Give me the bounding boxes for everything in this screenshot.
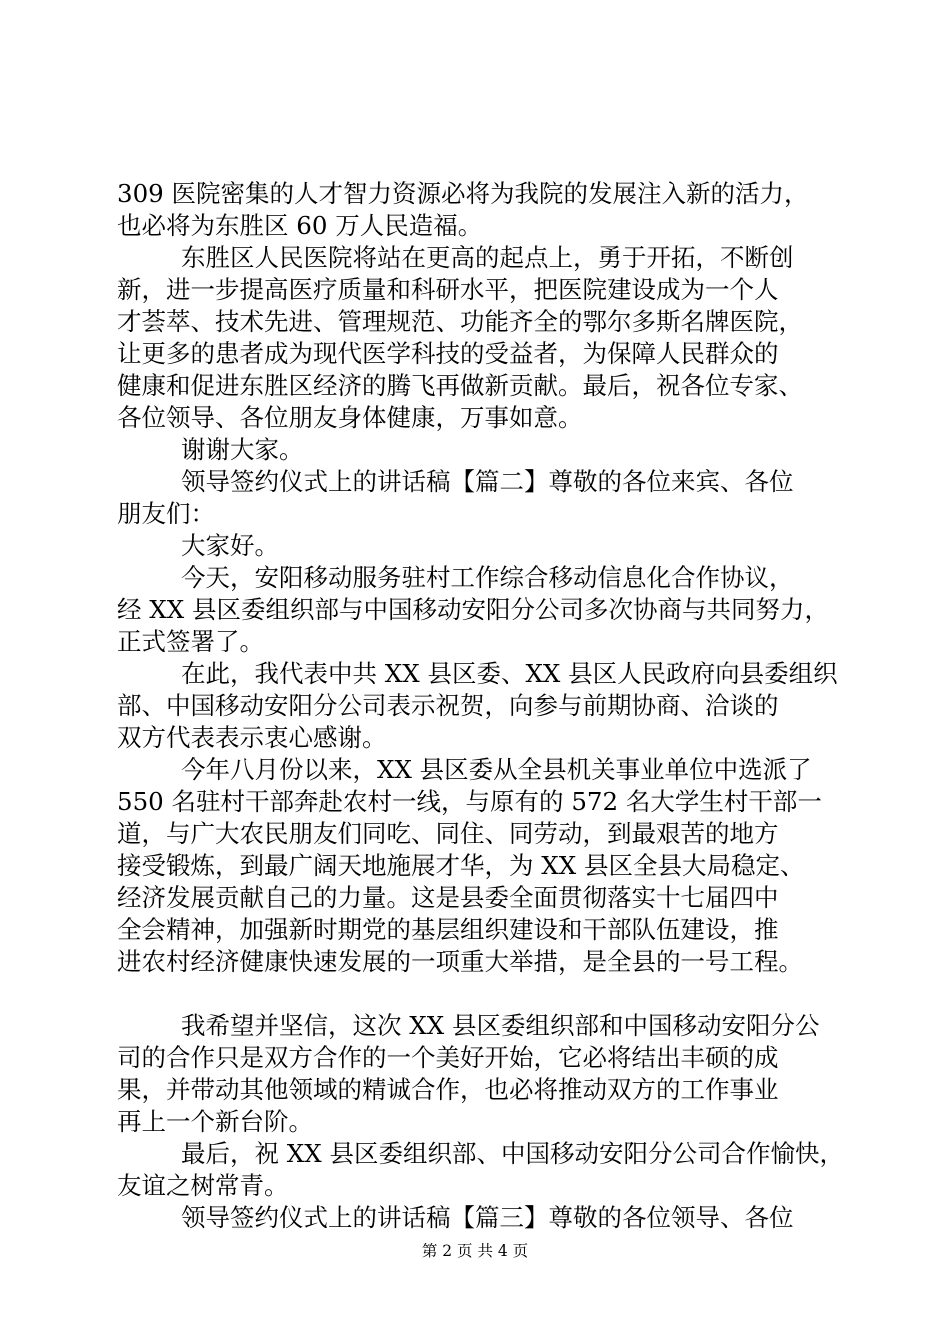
text-line: 接受锻炼，到最广阔天地施展才华，为 XX 县区全县大局稳定、 (117, 851, 805, 880)
paragraph-first-line: 谢谢大家。 (181, 435, 304, 464)
text-line: 也必将为东胜区 60 万人民造福。 (117, 211, 483, 240)
text-line: 经济发展贡献自己的力量。这是县委全面贯彻落实十七届四中 (117, 883, 779, 912)
text-line: 让更多的患者成为现代医学科技的受益者，为保障人民群众的 (117, 339, 779, 368)
text-line: 全会精神，加强新时期党的基层组织建设和干部队伍建设，推 (117, 915, 779, 944)
paragraph-first-line: 东胜区人民医院将站在更高的起点上，勇于开拓，不断创 (181, 243, 794, 272)
section-heading-line: 领导签约仪式上的讲话稿【篇二】尊敬的各位来宾、各位 (181, 467, 794, 496)
text-line: 才荟萃、技术先进、管理规范、功能齐全的鄂尔多斯名牌医院， (117, 307, 803, 336)
text-line: 司的合作只是双方合作的一个美好开始，它必将结出丰硕的成 (117, 1043, 779, 1072)
text-line: 正式签署了。 (117, 627, 264, 656)
text-line: 309 医院密集的人才智力资源必将为我院的发展注入新的活力， (117, 179, 809, 208)
text-line: 550 名驻村干部奔赴农村一线，与原有的 572 名大学生村干部一 (117, 787, 822, 816)
page-number-footer: 第 2 页 共 4 页 (421, 1242, 529, 1260)
paragraph-first-line: 在此，我代表中共 XX 县区委、XX 县区人民政府向县委组织 (181, 659, 838, 688)
text-line: 部、中国移动安阳分公司表示祝贺，向参与前期协商、洽谈的 (117, 691, 779, 720)
paragraph-first-line: 今年八月份以来，XX 县区委从全县机关事业单位中选派了 (181, 755, 812, 784)
paragraph-first-line: 我希望并坚信，这次 XX 县区委组织部和中国移动安阳分公 (181, 1011, 820, 1040)
text-line: 道，与广大农民朋友们同吃、同住、同劳动，到最艰苦的地方 (117, 819, 779, 848)
text-line: 双方代表表示衷心感谢。 (117, 723, 387, 752)
paragraph-first-line: 最后，祝 XX 县区委组织部、中国移动安阳分公司合作愉快， (181, 1139, 844, 1168)
text-line: 朋友们： (117, 499, 215, 528)
text-line: 友谊之树常青。 (117, 1171, 289, 1200)
text-line: 健康和促进东胜区经济的腾飞再做新贡献。最后，祝各位专家、 (117, 371, 803, 400)
paragraph-first-line: 今天，安阳移动服务驻村工作综合移动信息化合作协议， (181, 563, 794, 592)
section-heading-line: 领导签约仪式上的讲话稿【篇三】尊敬的各位领导、各位 (181, 1203, 794, 1232)
text-line: 经 XX 县区委组织部与中国移动安阳分公司多次协商与共同努力， (117, 595, 829, 624)
text-line: 再上一个新台阶。 (117, 1107, 313, 1136)
text-line: 进农村经济健康快速发展的一项重大举措，是全县的一号工程。 (117, 947, 803, 976)
text-line: 新，进一步提高医疗质量和科研水平，把医院建设成为一个人 (117, 275, 779, 304)
text-line: 果，并带动其他领域的精诚合作，也必将推动双方的工作事业 (117, 1075, 779, 1104)
greeting-line: 大家好。 (181, 531, 279, 560)
text-line: 各位领导、各位朋友身体健康，万事如意。 (117, 403, 583, 432)
